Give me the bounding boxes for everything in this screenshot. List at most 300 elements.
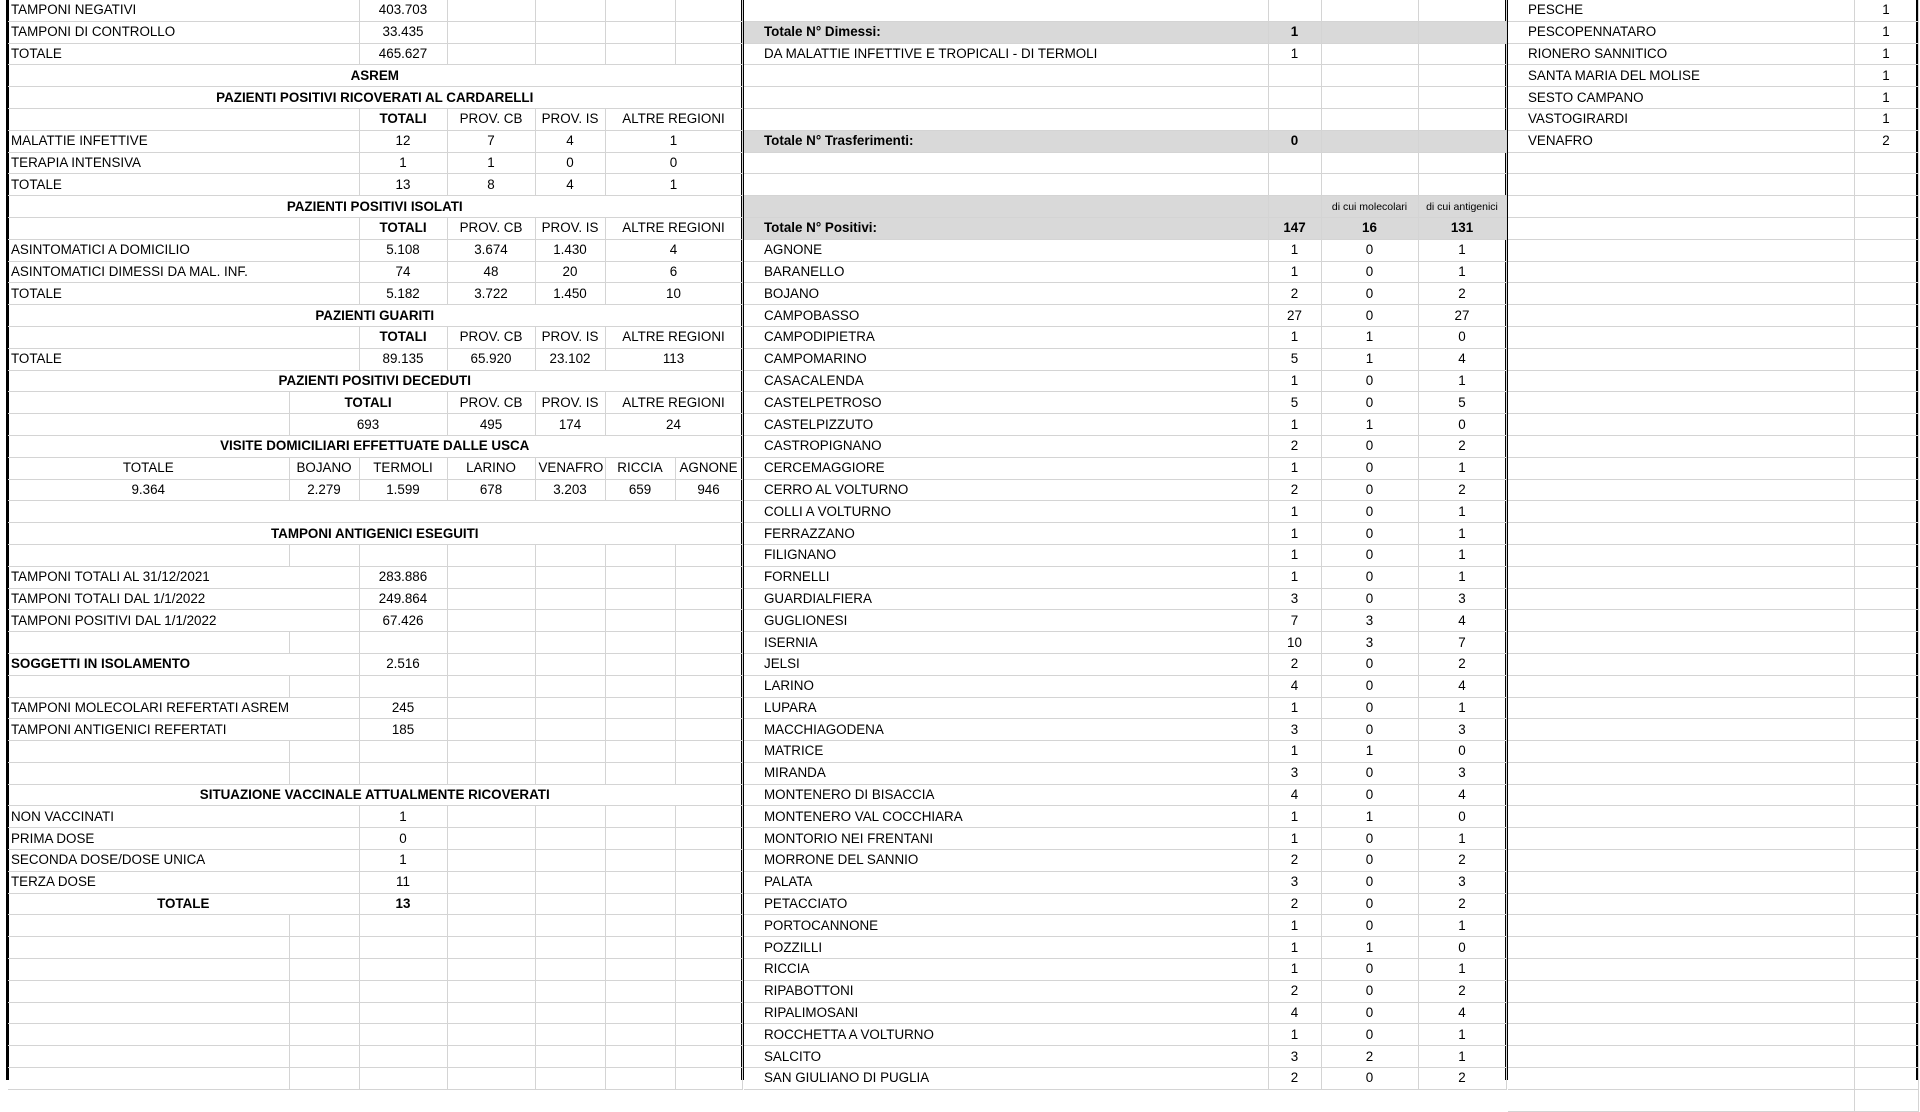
cell: 10 [1268,632,1321,654]
cell: 1 [359,152,447,174]
table-row [744,610,1506,632]
cell: 9.364 [8,479,289,501]
comune-name: MIRANDA [744,762,1268,784]
section-title: PAZIENTI POSITIVI DECEDUTI [8,370,742,392]
comune-name: MATRICE [744,741,1268,763]
positivi-total-row [744,217,1506,239]
table-row [1508,21,1918,43]
cell: 0 [1321,653,1418,675]
section-title: PAZIENTI POSITIVI ISOLATI [8,196,742,218]
cell: 1 [1268,828,1321,850]
table-row [744,348,1506,370]
column-header: ALTRE REGIONI [605,392,742,414]
cell: 4 [1418,348,1506,370]
column-header: TERMOLI [359,457,447,479]
cell: 1 [1418,261,1506,283]
cell: 1 [1268,370,1321,392]
row-label: NON VACCINATI [8,806,359,828]
cell: 1 [1268,501,1321,523]
comune-name: CAMPODIPIETRA [744,326,1268,348]
cell: 0 [1321,871,1418,893]
cell: 65.920 [447,348,535,370]
table-row [744,915,1506,937]
row-label: TERAPIA INTENSIVA [8,152,359,174]
cell: 0 [1321,850,1418,872]
cell: 4 [1268,784,1321,806]
table-row [8,414,742,436]
cell: 6 [605,261,742,283]
column-header: PROV. CB [447,217,535,239]
cell: 4 [1418,610,1506,632]
table-row [744,283,1506,305]
cell: 1 [1268,566,1321,588]
table-row [744,326,1506,348]
comune-name: CASTELPIZZUTO [744,414,1268,436]
cell: 2 [1268,980,1321,1002]
cell: 1 [1418,370,1506,392]
table-row [8,566,742,588]
row-label: ASINTOMATICI A DOMICILIO [8,239,359,261]
column-header: TOTALI [359,108,447,130]
column-header: PROV. IS [535,326,605,348]
comune-name: COLLI A VOLTURNO [744,501,1268,523]
comune-name: CERRO AL VOLTURNO [744,479,1268,501]
cell: 3 [1268,762,1321,784]
row-label: TOTALE [8,43,359,65]
column-header: PROV. CB [447,108,535,130]
comune-name: GUARDIALFIERA [744,588,1268,610]
comune-name: MORRONE DEL SANNIO [744,850,1268,872]
table-row [744,741,1506,763]
header-row [8,108,742,130]
table-row [744,893,1506,915]
cell: 1 [1418,501,1506,523]
comune-name: VASTOGIRARDI [1508,108,1854,130]
table-row [744,414,1506,436]
row-label: TAMPONI POSITIVI DAL 1/1/2022 [8,610,359,632]
column-header: AGNONE [675,457,742,479]
trasferimenti-value: 0 [1268,130,1321,152]
cell: 1 [1268,544,1321,566]
section-title: ASREM [8,65,742,87]
row-value: 283.886 [359,566,447,588]
column-header: PROV. IS [535,217,605,239]
comune-name: CASACALENDA [744,370,1268,392]
cell: 3 [1418,588,1506,610]
column-header: di cui antigenici [1418,196,1506,218]
cell: 0 [1321,784,1418,806]
dimessi-label: Totale N° Dimessi: [744,21,1268,43]
column-header: PROV. IS [535,108,605,130]
cell: 1 [1268,959,1321,981]
dimessi-total-row [744,21,1506,43]
table-row [744,784,1506,806]
cell: 1 [447,152,535,174]
section-title: PAZIENTI POSITIVI RICOVERATI AL CARDARELLI [8,87,742,109]
cell: 1 [1418,1046,1506,1068]
cell: 13 [359,174,447,196]
cell: 2 [1418,479,1506,501]
comune-name: PORTOCANNONE [744,915,1268,937]
cell: 3 [1418,719,1506,741]
cell: 2 [1268,435,1321,457]
row-label: TERZA DOSE [8,871,359,893]
table-row [744,762,1506,784]
cell: 4 [1418,675,1506,697]
asrem-summary-panel [8,0,742,1080]
column-header: di cui molecolari [1321,196,1418,218]
table-row [744,850,1506,872]
table-row [744,305,1506,327]
comune-name: LARINO [744,675,1268,697]
table-row [1508,87,1918,109]
cell: 3 [1268,588,1321,610]
cell: 0 [1418,806,1506,828]
comune-name: MONTORIO NEI FRENTANI [744,828,1268,850]
comune-name: BOJANO [744,283,1268,305]
cell: 4 [535,130,605,152]
table-row [744,370,1506,392]
comuni-table [744,0,1507,1090]
cell: 2 [1418,435,1506,457]
cell: 1 [1321,348,1418,370]
table-row [8,174,742,196]
cell: 0 [1321,588,1418,610]
cell: 74 [359,261,447,283]
cell: 0 [1321,893,1418,915]
row-label: TAMPONI NEGATIVI [8,0,359,21]
table-row [744,479,1506,501]
cell: 0 [1321,915,1418,937]
cell: 2 [1418,850,1506,872]
cell: 1.430 [535,239,605,261]
cell: 2 [1268,283,1321,305]
table-row [8,653,742,675]
cell: 48 [447,261,535,283]
table-row [8,871,742,893]
comune-name: CERCEMAGGIORE [744,457,1268,479]
table-row [744,392,1506,414]
header-row [8,326,742,348]
comuni-continued-table [1508,0,1919,1112]
table-row [1508,43,1918,65]
cell: 2 [1418,980,1506,1002]
comune-name: MACCHIAGODENA [744,719,1268,741]
comune-name: AGNONE [744,239,1268,261]
cell: 3.674 [447,239,535,261]
table-row [8,697,742,719]
cell: 1 [1418,544,1506,566]
cell: 1 [1418,915,1506,937]
row-label: PRIMA DOSE [8,828,359,850]
cell: 2 [1268,653,1321,675]
table-row [744,457,1506,479]
cell: 1 [1418,523,1506,545]
cell: 0 [1418,741,1506,763]
cell: 89.135 [359,348,447,370]
table-row [744,1002,1506,1024]
cell: 0 [1321,370,1418,392]
table-row [744,43,1506,65]
cell: 1 [1268,915,1321,937]
section-title: SITUAZIONE VACCINALE ATTUALMENTE RICOVERATI [8,784,742,806]
cell: 7 [447,130,535,152]
row-label: SECONDA DOSE/DOSE UNICA [8,850,359,872]
row-label: TAMPONI ANTIGENICI REFERTATI [8,719,359,741]
cell: 1 [1268,414,1321,436]
comune-name: RIPABOTTONI [744,980,1268,1002]
cell: 0 [1418,326,1506,348]
cell: 4 [1268,675,1321,697]
cell: 0 [1321,544,1418,566]
table-row [8,0,742,21]
comune-name: SANTA MARIA DEL MOLISE [1508,65,1854,87]
row-value: 403.703 [359,0,447,21]
cell: 0 [1321,283,1418,305]
table-row [8,479,742,501]
cell: 1 [1418,566,1506,588]
table-row [744,719,1506,741]
column-header: PROV. CB [447,326,535,348]
table-row [744,871,1506,893]
column-header: ALTRE REGIONI [605,108,742,130]
cell: 2 [1268,850,1321,872]
cell: 0 [1321,719,1418,741]
cell: 5.182 [359,283,447,305]
cell: 946 [675,479,742,501]
cell: 1 [1268,697,1321,719]
cell: 5.108 [359,239,447,261]
cell: 0 [1321,1024,1418,1046]
cell: 1 [1418,959,1506,981]
table-row [744,806,1506,828]
column-header: PROV. IS [535,392,605,414]
header-row [8,457,742,479]
comune-name: ISERNIA [744,632,1268,654]
comune-name: RICCIA [744,959,1268,981]
cell: 0 [1321,1068,1418,1090]
table-row [1508,65,1918,87]
table-row [744,980,1506,1002]
comune-name: FERRAZZANO [744,523,1268,545]
asrem-table [8,0,743,1090]
cell: 1 [1418,239,1506,261]
comune-name: BARANELLO [744,261,1268,283]
table-row [8,239,742,261]
cell: 1 [605,174,742,196]
cell: 0 [1321,392,1418,414]
column-header: ALTRE REGIONI [605,326,742,348]
row-value: 0 [359,828,447,850]
table-row [744,588,1506,610]
cell: 2 [1268,479,1321,501]
cell: 12 [359,130,447,152]
cell: 3 [1268,1046,1321,1068]
cell: 131 [1418,217,1506,239]
cell: 4 [1418,1002,1506,1024]
table-row [8,261,742,283]
comune-name: VENAFRO [1508,130,1854,152]
table-row [744,501,1506,523]
positivi-label: Totale N° Positivi: [744,217,1268,239]
row-value: 1 [359,850,447,872]
column-header: TOTALI [289,392,447,414]
cell: 0 [1321,980,1418,1002]
row-label: TOTALE [8,174,359,196]
comune-name: FORNELLI [744,566,1268,588]
table-row [8,43,742,65]
cell: 1.450 [535,283,605,305]
table-row [8,719,742,741]
comune-name: PESCOPENNATARO [1508,21,1854,43]
cell: 4 [535,174,605,196]
cell: 0 [1321,479,1418,501]
cell: 1 [1854,87,1918,109]
table-row [8,588,742,610]
table-row [8,806,742,828]
cell: 1 [1854,0,1918,21]
cell: 4 [1268,1002,1321,1024]
header-row [8,217,742,239]
cell: 10 [605,283,742,305]
cell: 3 [1418,762,1506,784]
cell: 3 [1418,871,1506,893]
column-header: BOJANO [289,457,359,479]
table-row [744,1024,1506,1046]
table-row [744,632,1506,654]
positivi-comuni-panel [744,0,1506,1086]
row-value: 67.426 [359,610,447,632]
row-label: TAMPONI MOLECOLARI REFERTATI ASREM [8,697,359,719]
cell: 1 [1268,741,1321,763]
row-value: 465.627 [359,43,447,65]
table-row [744,697,1506,719]
cell: 7 [1418,632,1506,654]
cell: 1.599 [359,479,447,501]
row-label: TAMPONI DI CONTROLLO [8,21,359,43]
column-header: TOTALI [359,217,447,239]
cell: 1 [1418,828,1506,850]
cell: 659 [605,479,675,501]
cell: 1 [1854,65,1918,87]
cell: 0 [1321,697,1418,719]
cell: 1 [1321,806,1418,828]
cell: 2.279 [289,479,359,501]
cell: 2 [1418,893,1506,915]
comune-name: SESTO CAMPANO [1508,87,1854,109]
comune-name: CASTROPIGNANO [744,435,1268,457]
row-value: 33.435 [359,21,447,43]
header-row [8,392,742,414]
cell: 1 [605,130,742,152]
row-label: TAMPONI TOTALI AL 31/12/2021 [8,566,359,588]
cell: 1 [1321,414,1418,436]
row-value: 13 [359,893,447,915]
cell: 0 [1321,501,1418,523]
table-row [744,261,1506,283]
cell: 3 [1321,610,1418,632]
comuni-list [744,239,1506,1089]
row-value: 2.516 [359,653,447,675]
comune-name: MONTENERO VAL COCCHIARA [744,806,1268,828]
cell: 5 [1268,392,1321,414]
trasferimenti-label: Totale N° Trasferimenti: [744,130,1268,152]
table-row [744,544,1506,566]
table-row [8,828,742,850]
cell: 27 [1418,305,1506,327]
cell: 0 [1321,675,1418,697]
table-row [1508,108,1918,130]
table-row [744,566,1506,588]
cell: 5 [1268,348,1321,370]
cell: 2 [1418,283,1506,305]
comune-name: CAMPOMARINO [744,348,1268,370]
cell: 1 [1268,261,1321,283]
cell: 0 [1321,305,1418,327]
cell: 1 [1854,108,1918,130]
cell: 174 [535,414,605,436]
table-row [8,893,742,915]
comune-name: GUGLIONESI [744,610,1268,632]
comune-name: MONTENERO DI BISACCIA [744,784,1268,806]
table-row [744,1068,1506,1090]
cell: 3 [1268,719,1321,741]
trasferimenti-total-row [744,130,1506,152]
row-value: 245 [359,697,447,719]
row-label: TOTALE [8,283,359,305]
cell: 5 [1418,392,1506,414]
row-label: DA MALATTIE INFETTIVE E TROPICALI - DI TERMOLI [744,43,1268,65]
comune-name: PESCHE [1508,0,1854,21]
row-label: ASINTOMATICI DIMESSI DA MAL. INF. [8,261,359,283]
cell: 1 [1854,43,1918,65]
column-header: VENAFRO [535,457,605,479]
cell: 2 [1418,1068,1506,1090]
cell: 1 [1268,326,1321,348]
table-row [8,610,742,632]
cell: 20 [535,261,605,283]
table-row [8,152,742,174]
comune-name: ROCCHETTA A VOLTURNO [744,1024,1268,1046]
row-value: 1 [1268,43,1321,65]
cell: 495 [447,414,535,436]
cell: 0 [1418,937,1506,959]
cell: 1 [1321,741,1418,763]
positivi-subheader-row [744,196,1506,218]
table-row [1508,0,1918,21]
cell: 3 [1321,632,1418,654]
cell: 4 [605,239,742,261]
table-row [744,675,1506,697]
section-title: VISITE DOMICILIARI EFFETTUATE DALLE USCA [8,435,742,457]
cell: 3.203 [535,479,605,501]
cell: 0 [1321,261,1418,283]
comune-name: PALATA [744,871,1268,893]
comune-name: RIONERO SANNITICO [1508,43,1854,65]
column-header: PROV. CB [447,392,535,414]
cell: 678 [447,479,535,501]
cell: 1 [1418,1024,1506,1046]
cell: 1 [1418,457,1506,479]
table-row [8,283,742,305]
row-value: 185 [359,719,447,741]
column-header: RICCIA [605,457,675,479]
row-value: 11 [359,871,447,893]
comune-name: SALCITO [744,1046,1268,1068]
section-title: TAMPONI ANTIGENICI ESEGUITI [8,523,742,545]
cell: 693 [289,414,447,436]
cell: 1 [1268,937,1321,959]
